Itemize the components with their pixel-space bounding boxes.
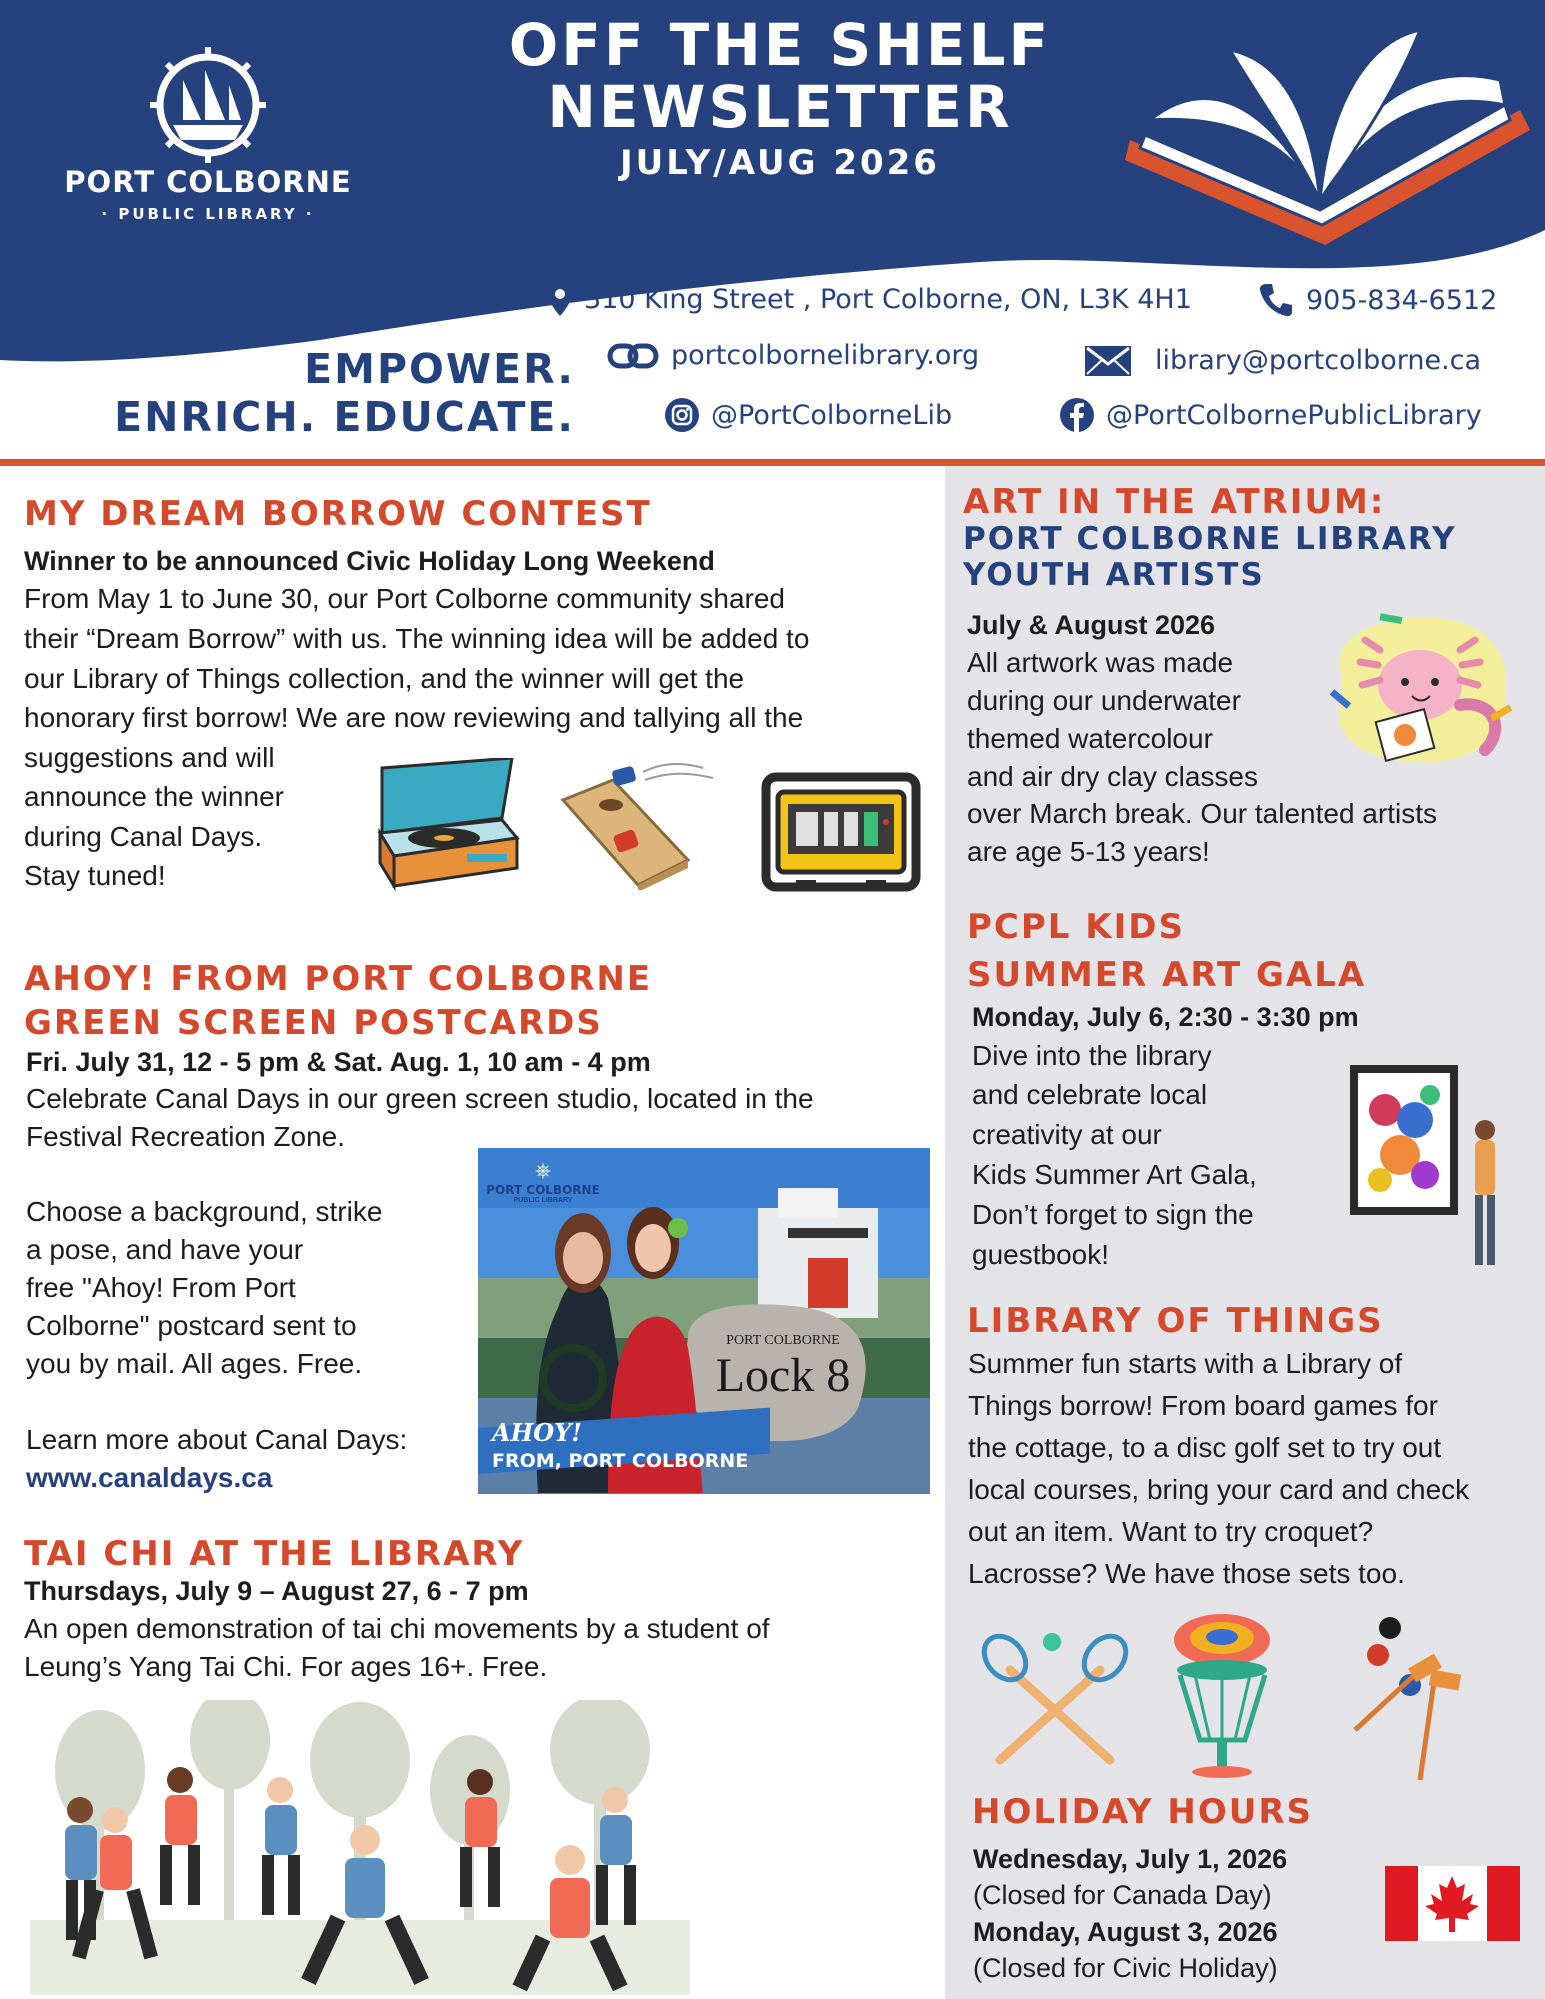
postcard-logo-name: PORT COLBORNE <box>486 1183 600 1197</box>
facebook-icon <box>1060 398 1094 432</box>
dream-borrow-line: during Canal Days. <box>24 821 263 852</box>
facebook-text: @PortColbornePublicLibrary <box>1106 399 1482 431</box>
website[interactable] <box>607 340 979 371</box>
art-line: during our underwater <box>967 685 1241 716</box>
postcard-logo <box>478 1160 608 1204</box>
header-divider <box>0 459 1545 466</box>
dream-borrow-line: honorary first borrow! We are now reviewing and tallying all the <box>24 702 804 733</box>
envelope-icon <box>1085 346 1131 376</box>
library-logo[interactable] <box>28 45 388 230</box>
instagram-text: @PortColborneLib <box>711 399 953 431</box>
art-heading-line2: PORT COLBORNE LIBRARY <box>963 521 1457 557</box>
art-subheading: July & August 2026 <box>967 610 1216 640</box>
green-screen-postcard-photo <box>478 1148 930 1494</box>
ahoy-body-line: Choose a background, strike <box>26 1196 383 1227</box>
things-heading: LIBRARY OF THINGS <box>967 1301 1384 1341</box>
dream-borrow-line: suggestions and will <box>24 742 275 773</box>
things-line: Things borrow! From board games for <box>968 1390 1438 1421</box>
gala-line: and celebrate local <box>972 1079 1208 1110</box>
newsletter-title-line2: NEWSLETTER <box>547 73 1013 141</box>
gala-line: creativity at our <box>972 1119 1162 1150</box>
link-icon <box>607 342 659 370</box>
newsletter-title-line1: OFF THE SHELF <box>508 11 1052 79</box>
art-heading-line3: YOUTH ARTISTS <box>963 557 1265 593</box>
art-heading-line1: ART IN THE ATRIUM: <box>963 482 1386 522</box>
taichi-subheading: Thursdays, July 9 – August 27, 6 - 7 pm <box>24 1576 529 1606</box>
dream-borrow-line: their “Dream Borrow” with us. The winning idea will be added to <box>24 623 810 654</box>
library-name: PORT COLBORNE <box>64 165 352 199</box>
lock-sign-main: Lock 8 <box>715 1349 851 1402</box>
canal-days-link[interactable]: www.canaldays.ca <box>26 1462 273 1493</box>
open-book-icon <box>1120 20 1540 250</box>
art-line: themed watercolour <box>967 723 1213 754</box>
ship-wheel-icon <box>143 45 273 165</box>
tagline-line1: EMPOWER. <box>304 345 575 393</box>
disc-golf-basket-icon <box>1165 1610 1280 1780</box>
postcard-banner-script: AHOY! <box>492 1418 582 1447</box>
phone[interactable] <box>1258 282 1497 318</box>
generator-icon <box>756 762 926 897</box>
email[interactable] <box>1085 345 1481 376</box>
things-line: the cottage, to a disc golf set to try out <box>968 1432 1442 1463</box>
gala-line: Kids Summer Art Gala, <box>972 1159 1257 1190</box>
dream-borrow-line: Stay tuned! <box>24 860 166 891</box>
address[interactable] <box>548 282 1192 316</box>
address-text: 310 King Street , Port Colborne, ON, L3K 4H1 <box>584 283 1192 315</box>
lock-sign-top: PORT COLBORNE <box>726 1333 840 1348</box>
taichi-heading: TAI CHI AT THE LIBRARY <box>24 1534 525 1574</box>
croquet-set-icon <box>1340 1610 1470 1785</box>
dream-borrow-line: From May 1 to June 30, our Port Colborne community shared <box>24 583 786 614</box>
things-line: local courses, bring your card and check <box>968 1474 1470 1505</box>
gala-subheading: Monday, July 6, 2:30 - 3:30 pm <box>972 1002 1359 1032</box>
newsletter-date: JULY/AUG 2026 <box>620 143 940 183</box>
canal-days-learn-more: Learn more about Canal Days: <box>26 1424 408 1455</box>
gallery-painting-icon <box>1345 1060 1505 1270</box>
taichi-line: An open demonstration of tai chi movements by a student of <box>24 1613 770 1644</box>
gala-line: Don’t forget to sign the <box>972 1199 1254 1230</box>
ahoy-body-line: a pose, and have your <box>26 1234 304 1265</box>
art-line: are age 5-13 years! <box>967 836 1210 867</box>
ahoy-body-line: you by mail. All ages. Free. <box>26 1348 363 1379</box>
holiday-note1: (Closed for Canada Day) <box>973 1880 1272 1910</box>
things-line: Summer fun starts with a Library of <box>968 1348 1403 1379</box>
art-line: All artwork was made <box>967 647 1234 678</box>
gala-line: guestbook! <box>972 1239 1109 1270</box>
email-text: library@portcolborne.ca <box>1155 345 1482 376</box>
postcard-banner-text: FROM, PORT COLBORNE <box>492 1450 749 1472</box>
postcard-logo-sub: PUBLIC LIBRARY <box>513 1197 573 1204</box>
dream-borrow-subheading: Winner to be announced Civic Holiday Long Weekend <box>24 546 715 576</box>
gala-heading-line2: SUMMER ART GALA <box>967 955 1367 995</box>
ahoy-body-line: free "Ahoy! From Port <box>26 1272 296 1303</box>
website-text: portcolbornelibrary.org <box>671 340 980 371</box>
canada-flag-icon <box>1385 1866 1520 1941</box>
phone-icon <box>1258 282 1294 318</box>
postcard-logo-icon: ⎈ <box>535 1160 551 1182</box>
ahoy-heading-line1: AHOY! FROM PORT COLBORNE <box>24 959 653 999</box>
gala-heading-line1: PCPL KIDS <box>967 907 1185 947</box>
cornhole-board-icon <box>553 760 733 890</box>
axolotl-artwork-icon <box>1320 610 1520 770</box>
ahoy-body-line: Colborne" postcard sent to <box>26 1310 357 1341</box>
tai-chi-illustration <box>30 1700 690 1995</box>
dream-borrow-heading: MY DREAM BORROW CONTEST <box>24 494 652 534</box>
holiday-note2: (Closed for Civic Holiday) <box>973 1953 1278 1983</box>
holiday-heading: HOLIDAY HOURS <box>972 1792 1314 1832</box>
things-line: out an item. Want to try croquet? <box>968 1516 1374 1547</box>
ahoy-intro-line: Festival Recreation Zone. <box>26 1121 346 1152</box>
holiday-date2: Monday, August 3, 2026 <box>973 1917 1278 1947</box>
ahoy-subheading: Fri. July 31, 12 - 5 pm & Sat. Aug. 1, 10 am - 4 pm <box>26 1047 651 1077</box>
art-line: over March break. Our talented artists <box>967 798 1437 829</box>
phone-text: 905-834-6512 <box>1306 284 1498 316</box>
tagline-line2: ENRICH. EDUCATE. <box>114 393 575 441</box>
record-player-icon <box>372 758 522 898</box>
art-line: and air dry clay classes <box>967 761 1259 792</box>
location-pin-icon <box>548 282 572 316</box>
instagram-icon <box>665 398 699 432</box>
lacrosse-sticks-icon <box>980 1630 1130 1770</box>
dream-borrow-line: announce the winner <box>24 781 284 812</box>
holiday-date1: Wednesday, July 1, 2026 <box>973 1844 1288 1874</box>
facebook[interactable] <box>1060 398 1482 432</box>
library-subtitle: · PUBLIC LIBRARY · <box>101 205 315 223</box>
ahoy-heading-line2: GREEN SCREEN POSTCARDS <box>24 1003 603 1043</box>
taichi-line: Leung’s Yang Tai Chi. For ages 16+. Free. <box>24 1651 548 1682</box>
gala-line: Dive into the library <box>972 1040 1212 1071</box>
dream-borrow-line: our Library of Things collection, and the winner will get the <box>24 663 745 694</box>
ahoy-intro-line: Celebrate Canal Days in our green screen studio, located in the <box>26 1083 814 1114</box>
things-line: Lacrosse? We have those sets too. <box>968 1558 1405 1589</box>
instagram[interactable] <box>665 398 952 432</box>
